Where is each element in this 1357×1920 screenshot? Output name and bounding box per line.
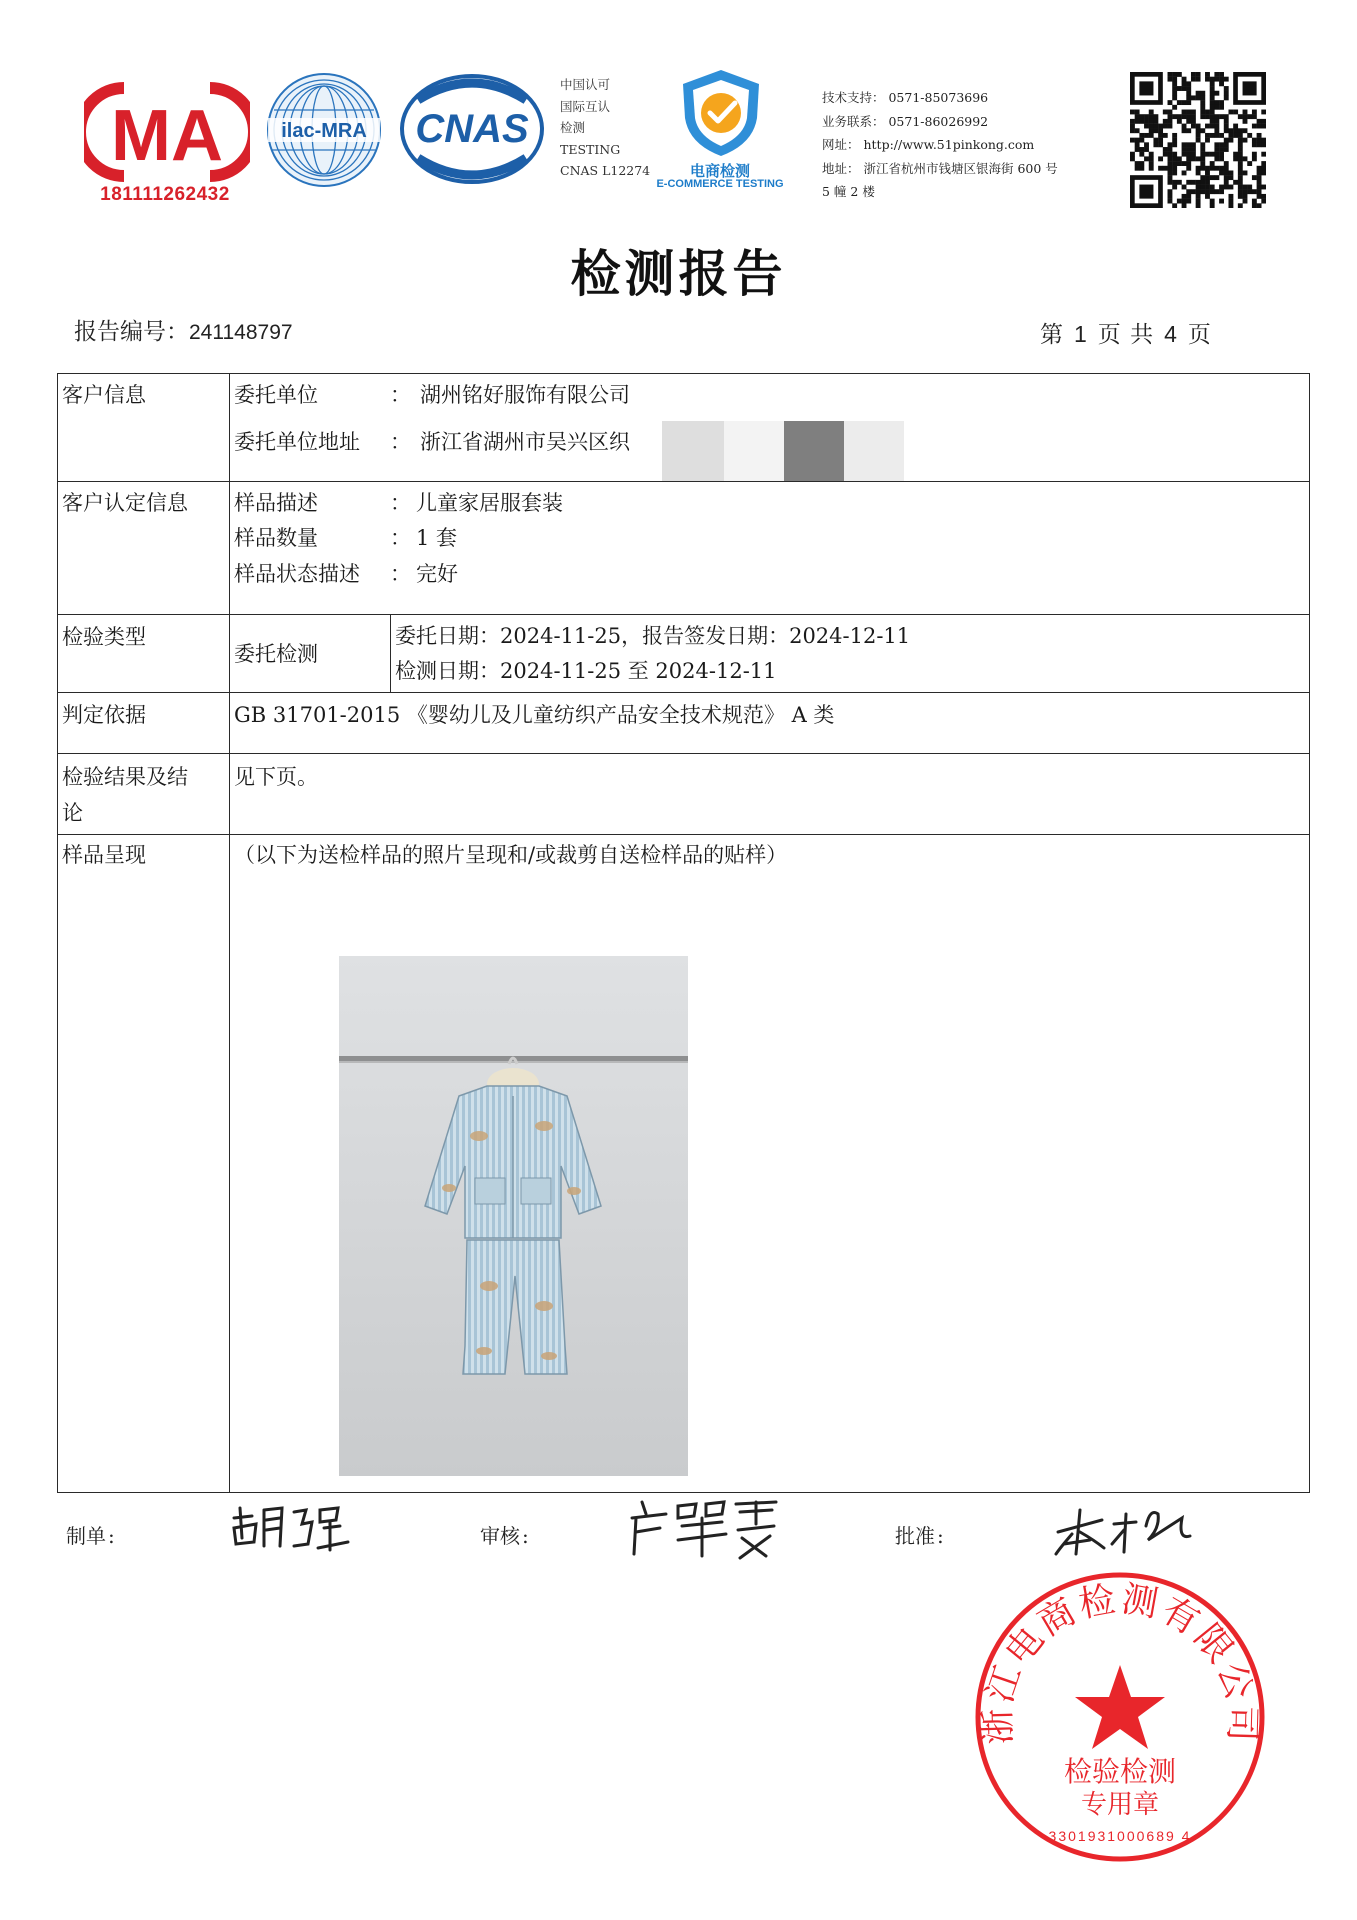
conclusion-label-cont: 论 — [62, 801, 83, 825]
redaction-block — [844, 421, 904, 481]
report-number — [74, 313, 293, 346]
customer-info-label: 客户信息 — [62, 383, 146, 407]
sample-desc-value: 儿童家居服套装 — [416, 491, 563, 515]
contact-info — [822, 86, 1058, 204]
approved-by-signature — [1050, 1500, 1200, 1560]
table-rule — [57, 753, 1310, 754]
table-rule — [229, 373, 230, 1493]
ilac-mra-logo — [264, 70, 384, 190]
seal-line-2: 专用章 — [1080, 1790, 1160, 1820]
colon: ： — [390, 526, 411, 550]
cnas-text: CNAS — [415, 107, 529, 151]
colon: : — [937, 1524, 944, 1548]
reviewed-by-text: 审核 — [480, 1524, 520, 1548]
company-seal — [970, 1567, 1270, 1867]
cnas-line: 国际互认 — [560, 98, 611, 114]
seal-line-1: 检验检测 — [1063, 1755, 1177, 1788]
table-rule — [57, 834, 1310, 835]
ecommerce-testing-en: E-COMMERCE TESTING — [656, 178, 784, 190]
report-title: 检测报告 — [570, 244, 787, 303]
seal-number: 3301931000689 4 — [1048, 1828, 1192, 1844]
client-address-label: 委托单位地址 — [234, 430, 360, 454]
cnas-logo — [398, 72, 546, 186]
ecommerce-testing-shield-icon — [675, 66, 767, 160]
sample-present-note: （以下为送检样品的照片呈现和/或裁剪自送检样品的贴样） — [234, 843, 788, 867]
prepared-by-signature — [228, 1498, 358, 1558]
table-rule — [57, 692, 1310, 693]
ecommerce-testing-cn: 电商检测 — [689, 162, 750, 180]
seal-company-name: 浙江电商检测有限公司 — [977, 1578, 1263, 1746]
client-label: 委托单位 — [234, 383, 318, 407]
sample-state-label: 样品状态描述 — [234, 562, 360, 586]
sample-state-colon — [390, 560, 410, 588]
dates-line-1: 委托日期：2024-11-25，报告签发日期：2024-12-11 — [395, 624, 911, 648]
sample-state-value: 完好 — [416, 562, 458, 586]
ilac-mra-text: ilac-MRA — [281, 120, 367, 142]
page-indicator — [1040, 316, 1212, 349]
cnas-accreditation-text — [560, 74, 650, 182]
sample-qty-label: 样品数量 — [234, 526, 318, 550]
colon: ： — [390, 491, 411, 515]
client-address-colon — [390, 428, 410, 456]
client-address-value: 浙江省湖州市吴兴区织 — [420, 430, 630, 454]
redaction-block — [784, 421, 844, 481]
contact-line: 5 幢 2 楼 — [822, 184, 875, 199]
page-suffix: 页 — [1187, 322, 1212, 348]
page-current: 1 — [1074, 321, 1088, 347]
sample-qty-value: 1 套 — [416, 526, 458, 550]
client-value: 湖州铭好服饰有限公司 — [420, 383, 630, 407]
cnas-line: TESTING — [560, 141, 621, 157]
basis-value: GB 31701-2015 《婴幼儿及儿童纺织产品安全技术规范》 A 类 — [234, 703, 835, 727]
cma-number: 181111262432 — [100, 184, 230, 205]
cnas-line: 检测 — [560, 120, 586, 135]
redaction-block — [662, 421, 724, 481]
conclusion-label: 检验结果及结 — [62, 765, 188, 789]
sample-present-label: 样品呈现 — [62, 843, 146, 867]
table-rule — [57, 481, 1310, 482]
approved-by-text: 批准 — [895, 1524, 935, 1548]
contact-line: 业务联系： 0571-86026992 — [822, 113, 989, 129]
client-colon — [390, 381, 410, 409]
dates-line-2: 检测日期：2024-11-25 至 2024-12-11 — [395, 659, 777, 683]
colon: : — [522, 1524, 529, 1548]
colon: : — [108, 1524, 115, 1548]
inspection-type-value: 委托检测 — [234, 642, 318, 666]
cnas-line: CNAS L12274 — [560, 163, 651, 178]
report-number-value: 241148797 — [189, 321, 293, 344]
colon: ： — [390, 562, 411, 586]
contact-line: 技术支持： 0571-85073696 — [822, 90, 989, 105]
report-number-label: 报告编号： — [74, 319, 189, 345]
inspection-type-label: 检验类型 — [62, 625, 146, 649]
page-total: 4 — [1164, 321, 1178, 347]
approved-by-label — [895, 1520, 944, 1549]
cma-logo-text: MA — [111, 96, 223, 176]
colon: ： — [390, 383, 411, 407]
sample-desc-colon — [390, 489, 410, 517]
sample-qty-colon — [390, 524, 410, 552]
table-rule — [57, 614, 1310, 615]
prepared-by-text: 制单 — [66, 1524, 106, 1548]
sample-photo — [339, 956, 688, 1476]
basis-label: 判定依据 — [62, 703, 146, 727]
contact-line: 网址： http://www.51pinkong.com — [822, 137, 1035, 152]
page-mid: 页 共 — [1097, 322, 1155, 348]
table-rule — [390, 614, 391, 692]
sample-desc-label: 样品描述 — [234, 491, 318, 515]
cnas-line: 中国认可 — [560, 77, 611, 92]
reviewed-by-signature — [626, 1494, 786, 1564]
customer-confirmed-label: 客户认定信息 — [62, 491, 188, 515]
reviewed-by-label — [480, 1520, 529, 1549]
redaction-block — [724, 421, 784, 481]
qr-code-icon — [1130, 72, 1266, 208]
cma-logo — [84, 80, 250, 184]
colon: ： — [390, 430, 411, 454]
contact-line: 地址： 浙江省杭州市钱塘区银海街 600 号 — [822, 160, 1058, 176]
conclusion-value: 见下页。 — [234, 765, 318, 789]
prepared-by-label — [66, 1520, 115, 1549]
page-prefix: 第 — [1040, 322, 1064, 348]
